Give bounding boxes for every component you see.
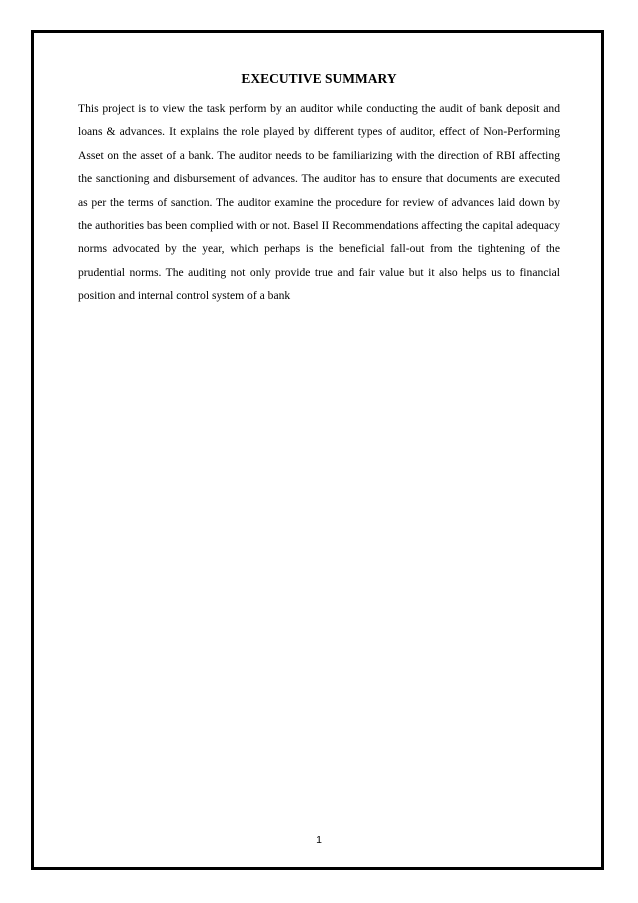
page-title: EXECUTIVE SUMMARY — [241, 71, 397, 86]
summary-paragraph: This project is to view the task perform by an auditor while conducting the audit of bank deposit and loans & advances. It explains the role played by different types of auditor, effect of Non-Performing Asset on the asset of a bank. The auditor needs to be familiarizing with the direction of RBI affecting the sanctioning and disbursement of advances. The auditor has to ensure that documents are executed as per the terms of sanction. The auditor examine the procedure for review of advances laid down by the authorities bas been complied with or not. Basel II Recommendations affecting the capital adequacy norms advocated by the year, which perhaps is the beneficial fall-out from the tightening of the prudential norms. The auditing not only provide true and fair value but it also helps us to financial position and internal control system of a bank — [78, 102, 560, 303]
page-number: 1 — [316, 834, 322, 846]
